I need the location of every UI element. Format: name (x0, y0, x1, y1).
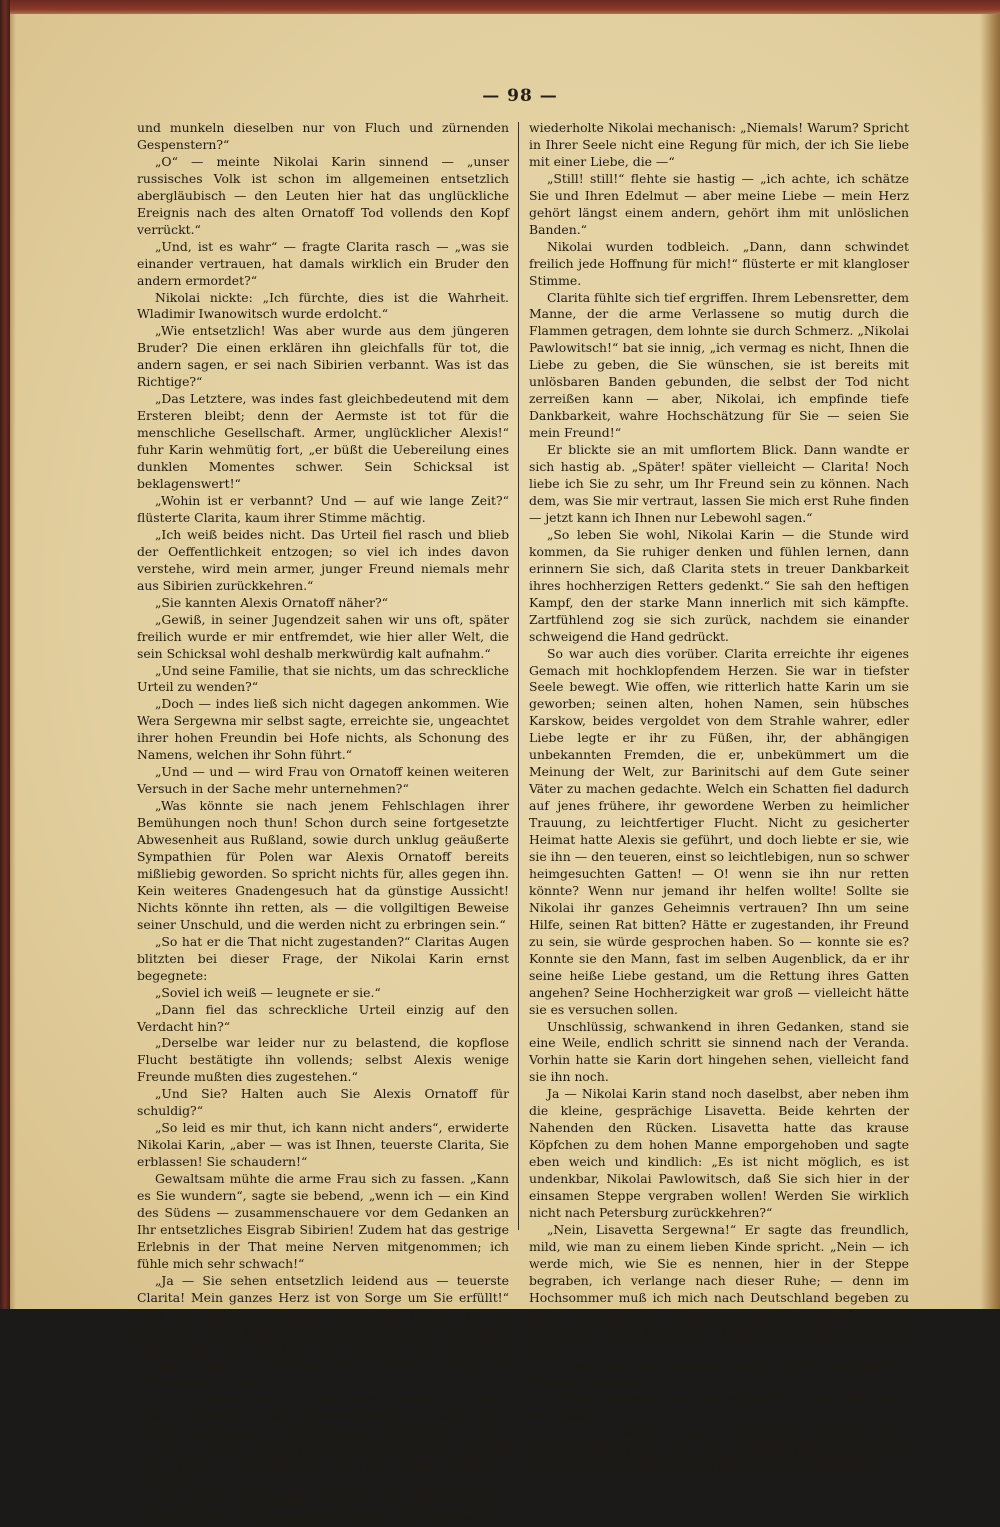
paragraph: „O“ — meinte Nikolai Karin sinnend — „unser russisches Volk ist schon im allgemeinen entsetzlich abergläubisch — den Leuten hier hat das unglückliche Ereignis nach des alten Ornatoff Tod vollends den Kopf verrückt.“ (137, 153, 509, 237)
paragraph: wiederholte Nikolai mechanisch: „Niemals! Warum? Spricht in Ihrer Seele nicht eine Regung für mich, der ich Sie liebe mit einer Liebe, die —“ (529, 120, 909, 169)
column-divider (518, 122, 519, 1230)
page-gutter-shadow (10, 14, 16, 1309)
right-text-column (529, 120, 909, 1476)
page-fore-edge (980, 14, 1000, 1309)
paragraph: Clarita fühlte sich tief ergriffen. Ihrem Lebensretter, dem Manne, der die arme Verlassene so mutig durch die Flammen getragen, dem lohnte sie durch Schmerz. „Nikolai Pawlowitsch!“ bat sie innig, „ich vermag es nicht, Ihnen die Liebe zu geben, die Sie wünschen, sie ist bereits mit unlösbaren Banden gebunden, die selbst der Tod nicht zerreißen kann — aber, Nikolai, ich empfinde tiefe Dankbarkeit, wahre Hochschätzung für Sie — seien Sie mein Freund!“ (529, 289, 909, 441)
paragraph: „Ja — Sie sehen entsetzlich leidend aus — teuerste Clarita! Mein ganzes Herz ist von Sorge um Sie erfüllt!“ Und ehe Clarita es begriff und fassen konnte, wie es geschah, hatte Nikolai Karin mit ehrlichen, schlichten Worten um sie geworben, sie gebeten, seine Gattin zu werden, die er schützen und behüten dürfe mit fürsorglicher Liebe. (137, 1272, 509, 1390)
paragraph: Nikolai wurden todbleich. „Dann, dann schwindet freilich jede Hoffnung für mich!“ flüsterte er mit klangloser Stimme. (529, 238, 909, 288)
paragraph: „Ich weiß beides nicht. Das Urteil fiel rasch und blieb der Oeffentlichkeit entzogen; so viel ich indes davon verstehe, wird mein armer, junger Freund niemals mehr aus Sibirien zurückkehren.“ (137, 526, 509, 593)
paragraph: „So leid es mir thut, ich kann nicht anders“, erwiderte Nikolai Karin, „aber — was ist Ihnen, teuerste Clarita, Sie erblassen! Sie schaudern!“ (137, 1120, 509, 1170)
paragraph: „Soviel ich weiß — leugnete er sie.“ (155, 984, 381, 1000)
paragraph: „Thörichte Kleine!“ meinte er flüchtig. „Wer sollte mich vermissen?“ (529, 1391, 909, 1424)
paragraph: „Und, ist es wahr“ — fragte Clarita rasch — „was sie einander vertrauen, hat damals wirklich ein Bruder den andern ermordet?“ (137, 238, 509, 288)
paragraph: Gewaltsam mühte die arme Frau sich zu fassen. „Kann es Sie wundern“, sagte sie bebend, „wenn ich — ein Kind des Südens — zusammenschauere vor dem Gedanken an Ihr entsetzliches Eisgrab Sibirien! Zudem hat das gestrige Erlebnis in der That meine Nerven mitgenommen; ich fühle mich sehr schwach!“ (137, 1171, 509, 1271)
paragraph: „Und Sie? Halten auch Sie Alexis Ornatoff für schuldig?“ (137, 1086, 509, 1119)
paragraph: „Wohin ist er verbannt? Und — auf wie lange Zeit?“ flüsterte Clarita, kaum ihrer Stimme mächtig. (137, 492, 509, 525)
paragraph: „So hat er die That nicht zugestanden?“ Claritas Augen blitzten bei dieser Frage, der Nikolai Karin ernst begegnete: (137, 933, 509, 983)
paragraph: Er blickte sie an mit umflortem Blick. Dann wandte er sich hastig ab. „Später! später vielleicht — Clarita! Noch liebe ich Sie zu sehr, um Ihr Freund sein zu können. Nach dem, was Sie mir vertraut, lassen Sie mich erst Ruhe finden — jetzt kann ich Ihnen nur Lebewohl sagen.“ (529, 442, 909, 525)
paragraph: „Und seine Familie, that sie nichts, um das schreckliche Urteil zu wenden?“ (137, 662, 509, 695)
paragraph: „So leben Sie wohl, Nikolai Karin — die Stunde wird kommen, da Sie ruhiger denken und fühlen lernen, dann erinnern Sie sich, daß Clarita stets in treuer Dankbarkeit ihres hochherzigen Retters gedenkt.“ Sie sah den heftigen Kampf, den der starke Mann innerlich mit sich kämpfte. Zartfühlend zog sie sich zurück, nachdem sie einander schweigend die Hand gedrückt. (529, 526, 909, 644)
paragraph: „Doch — indes ließ sich nicht dagegen ankommen. Wie Wera Sergewna mir selbst sagte, erreichte sie, ungeachtet ihrer hohen Freundin bei Hofe nichts, als Schonung des Namens, welchen ihr Sohn führt.“ (137, 696, 509, 763)
paragraph: „Still! still!“ flehte sie hastig — „ich achte, ich schätze Sie und Ihren Edelmut — aber meine Liebe — mein Herz gehört längst einem andern, gehört ihm mit unlöslichen Banden.“ (529, 170, 909, 237)
paragraph: „Das Letztere, was indes fast gleichbedeutend mit dem Ersteren bleibt; denn der Aermste ist tot für die menschliche Gesellschaft. Armer, unglücklicher Alexis!“ fuhr Karin wehmütig fort, „er büßt die Uebereilung eines dunklen Momentes schwer. Sein Schicksal ist beklagenswert!“ (137, 391, 509, 492)
paragraph: und munkeln dieselben nur von Fluch und zürnenden Gespenstern?“ (137, 120, 509, 152)
paragraph: „Derselbe war leider nur zu belastend, die kopflose Flucht bestätigte ihn vollends; selbst Alexis wenige Freunde mußten dies zugestehen.“ (137, 1035, 509, 1085)
paragraph: „O! wie man Sie vermissen wird!“ seufzte das hübsche Mädchen kleinlaut. (529, 1357, 909, 1390)
paragraph: „Sie kannten Alexis Ornatoff näher?“ (155, 594, 388, 610)
paragraph: Es ist schwer zu schildern, was Clarita bei seinen raschen Worten heißer Liebe empfand. Sie hatte kaum deren Sinn erfaßt, als sie ihn heftig unterbrach: „O, Herr v. Karin — nicht weiter, sprechen Sie nicht weiter! Es darf nicht sein — ich kann nie, nie Ihre Gattin werden — niemals!“ (137, 1391, 509, 1492)
paragraph: Nikolai nickte: „Ich fürchte, dies ist die Wahrheit. Wladimir Iwanowitsch wurde erdolcht.“ (137, 289, 509, 322)
page-number: — 98 — (482, 86, 558, 106)
paragraph: Ja — Nikolai Karin stand noch daselbst, aber neben ihm die kleine, gesprächige Lisavetta. Beide kehrten der Nahenden den Rücken. Lisavetta hatte das krause Köpfchen zu dem hohen Manne emporgehoben und sagte eben weich und kindlich: „Es ist nicht möglich, es ist undenkbar, Nikolai Pawlowitsch, daß Sie sich hier in der einsamen Steppe vergraben wollen! Werden Sie wirklich nicht nach Petersburg zurückkehren?“ (529, 1086, 909, 1220)
book-binding (0, 0, 10, 1309)
left-text-column (137, 120, 509, 1527)
paragraph: Unschlüssig, schwankend in ihren Gedanken, stand sie eine Weile, endlich schritt sie sinnend nach der Veranda. Vorhin hatte sie Karin dort hingehen sehen, vielleicht fand sie ihn noch. (529, 1018, 909, 1085)
paragraph: „Und — und — wird Frau von Ornatoff keinen weiteren Versuch in der Sache mehr unternehmen?“ (137, 764, 509, 797)
paragraph: „Gewiß, in seiner Jugendzeit sahen wir uns oft, später freilich wurde er mir entfremdet, wie hier aller Welt, die sein Schicksal wohl deshalb merkwürdig kalt aufnahm.“ (137, 611, 509, 661)
paragraph: „Ich! — Ich werde es thun“, gestand aber Lisavetta naiv. „Wie ich ohne Ihre Güte und Freundlichkeit Weras ewiges Mäkeln und Kritteln ertragen soll, ist mir unerfindlich!“ (529, 1425, 909, 1475)
paragraph: „Was könnte sie nach jenem Fehlschlagen ihrer Bemühungen noch thun! Schon durch seine fortgesetzte Abwesenheit aus Rußland, sowie durch unklug geäußerte Sympathien für Polen war Alexis Ornatoff bereits mißliebig geworden. So spricht nichts für, alles gegen ihn. Kein weiteres Gnadengesuch hat da günstige Aussicht! Nichts könnte ihn retten, als — die vollgiltigen Beweise seiner Unschuld, und die werden nicht zu erbringen sein.“ (137, 798, 509, 932)
paragraph: So war auch dies vorüber. Clarita erreichte ihr eigenes Gemach mit hochklopfendem Herzen. Sie war in tiefster Seele bewegt. Wie offen, wie ritterlich hatte Karin um sie geworben; seinen alten, hohen Namen, sein hübsches Karskow, beides vergoldet von dem Strahle wahrer, edler Liebe legte er ihr zu Füßen, ihr, der abhängigen unbekannten Fremden, die er, unbekümmert um die Meinung der Welt, zur Barinitschi auf dem Gute seiner Väter zu machen gedachte. Welch ein Schatten fiel dadurch auf jenes frühere, ihr gewordene Werben zu heimlicher Trauung, zu leichtfertiger Flucht. Nicht zu gesicherter Heimat hatte Alexis sie geführt, und doch liebte er sie, wie sie ihn — den teueren, einst so leichtlebigen, nun so schwer heimgesuchten Gatten! — O! wenn sie ihn nur retten könnte? Wenn nur jemand ihr helfen wollte! Sollte sie Nikolai ihr ganzes Geheimnis vertrauen? Ihn um seine Hilfe, seinen Rat bitten? Hätte er zugestanden, ihr Freund zu sein, sie würde gesprochen haben. So — konnte sie es? Konnte sie den Mann, fast im selben Augenblick, da er ihr seine heiße Liebe gestand, um die Rettung ihres Gatten angehen? Seine Hochherzigkeit war groß — vielleicht hätte sie es versuchen sollen. (529, 645, 909, 1017)
paragraph: „Dann fiel das schreckliche Urteil einzig auf den Verdacht hin?“ (137, 1001, 509, 1034)
paragraph: „Wie entsetzlich! Was aber wurde aus dem jüngeren Bruder? Die einen erklären ihn gleichfalls für tot, die andern sagen, er sei nach Sibirien verbannt. Was ist das Richtige?“ (137, 323, 509, 390)
paragraph: „Nein, Lisavetta Sergewna!“ Er sagte das freundlich, mild, wie man zu einem lieben Kinde spricht. „Nein — ich werde mich, wie Sie es nennen, hier in der Steppe begraben, ich verlange nach dieser Ruhe; — denn im Hochsommer muß ich mich nach Deutschland begeben zu einem „Stelldichein“ mit meinem alten Verwandten General Romanzow. Nach Petersburg komme ich sicherlich so bald nicht.“ (529, 1221, 909, 1356)
paragraph: Die innere Aufregung machte sie leidenschaftlich. Bestürzt über ihre Erregung, noch mehr über ihre Worte, (137, 1493, 509, 1526)
